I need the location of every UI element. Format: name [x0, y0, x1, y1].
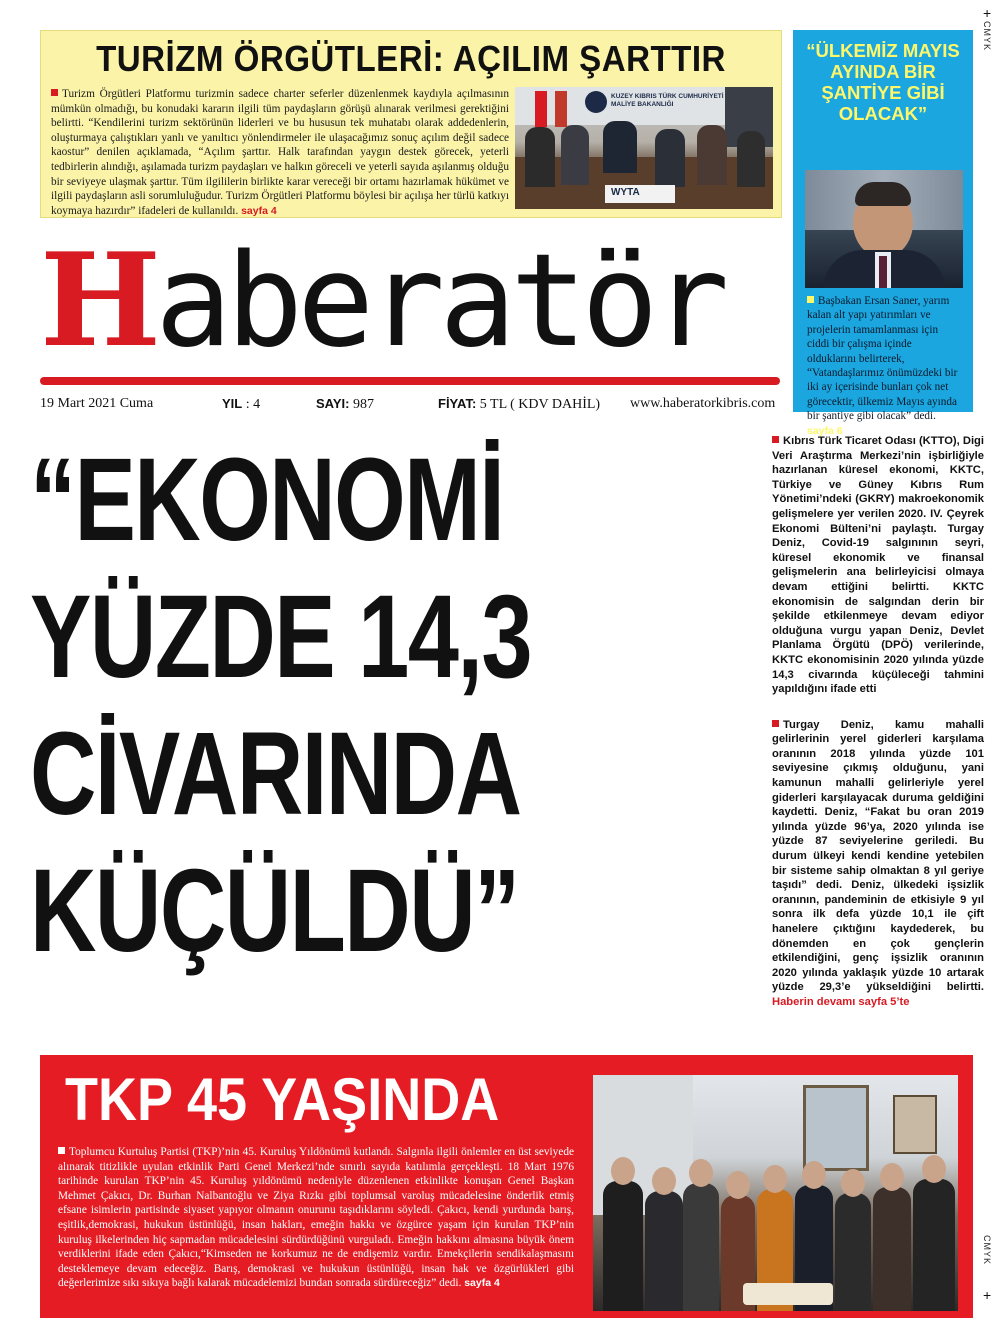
registration-cross-icon: +	[983, 1287, 992, 1303]
bullet-square-icon	[51, 89, 58, 96]
issue-number	[316, 396, 374, 413]
main-story-continued-ref[interactable]: Haberin devamı sayfa 5’te	[772, 995, 910, 1008]
newspaper-logo	[40, 226, 723, 377]
side-story-quote: “ÜLKEMİZ MAYIS AYINDA BİR ŞANTİYE GİBİ OLACAK”	[806, 40, 960, 124]
side-story-box	[793, 30, 973, 437]
price-value: 5 TL ( KDV DAHİL)	[479, 397, 601, 412]
main-headline-line-1: “EKONOMİ	[30, 434, 504, 566]
bottom-story-text: Toplumcu Kurtuluş Partisi (TKP)’nin 45. Kuruluş Yıldönümü kutlandı. Salgınla ilgili önlemler en üst seviyede alınarak titizlikle uyulan etkinlik Parti Genel Merkezi’nde sınırlı sayıda katılımla gerçekleşti. 18 Mart 1976 tarihinde kurulan TKP’nin 45. Kuruluş yıldönümü nedeniyle düzenlenen etkinlikte konuşan Genel Başkan Mehmet Çakıcı, Dr. Burhan Nalbantoğlu ve Ziya Rızkı gibi toplumsal varoluş mücadelesine önderlik etmiş efsane isimlerin partisinde siyaset yapıyor olmanın onurunu taşıdıklarını söyledi. Çakıcı, kendi yurdunda barış, eşitlik,demokrasi, hukukun üstünlüğü, insan hakları, emeğin hakkı ve özgürce yaşam için kurulan TKP’nin kuruluş ilkelerinden hiç sapmadan mücadelesini sürdürdüğünü vurguladı. Emeğin hakkını almasına büyük önem verdiklerini ifade eden Çakıcı,“Kimseden ne korkumuz ne de endişemiz vardır. Emekçilerin sendikalaşmasını desteklemeye devam edeceğiz. Barış, demokrasi ve hukukun üstünlüğü, insan hak ve özgürlükleri gibi değerlerimize sıkı sıkıya bağlı kalarak mücadelemizi bundan sonrada sürdüreceğiz” dedi.	[58, 1146, 574, 1290]
logo-first-letter: H	[40, 226, 155, 376]
top-story-body	[51, 87, 509, 218]
top-story-headline: TURİZM ÖRGÜTLERİ: AÇILIM ŞARTTIR	[96, 38, 726, 79]
bottom-story-headline: TKP 45 YAŞINDA	[65, 1066, 500, 1133]
top-story-page-ref[interactable]: sayfa 4	[241, 204, 277, 217]
prime-minister-photo	[805, 170, 963, 288]
bullet-square-icon	[58, 1147, 65, 1154]
main-story-column	[772, 434, 984, 1031]
year-label: YIL	[222, 396, 243, 411]
issue-label: SAYI:	[316, 396, 350, 411]
issue-date: 19 Mart 2021 Cuma	[40, 396, 154, 411]
main-headline-line-4: KÜÇÜLDÜ”	[30, 845, 519, 977]
issue-price	[438, 396, 600, 413]
main-story-paragraph-1: Kıbrıs Türk Ticaret Odası (KTTO), Digi Veri Araştırma Merkezi’nin işbirliğiyle hazırlanan küresel ekonomi, KKTC, Türkiye ve Güney Kıbrıs Rum Yönetimi’ndeki (GKRY) makroekonomik gelişmelere yer verilen 2020. IV. Çeyrek Ekonomi Bülteni’ni paylaştı. Turgay Deniz, Covid-19 salgınının seyri, küresel ekonomik ve finansal gelişmelerin ana belirleyicisi olmaya devam ettiğini belirtti. KKTC ekonomisin de salgından derin bir şekilde etkilenmeye devam ediyor olduğuna vurgu yapan Deniz, Devlet Planlama Örgütü (DPÖ) verilerinde, KKTC ekonomisinin 2020 yılında yüzde 14,3 civarında küçüleceği tahmini yapıldığını ifade etti	[772, 435, 984, 696]
bottom-story-page-ref[interactable]: sayfa 4	[464, 1277, 500, 1290]
top-story-text: Turizm Örgütleri Platformu turizmin sadece charter seferler düzenlenmek kaydıyla açılmasının mümkün olmadığı, bu konudaki kararın ilgili tüm paydaşların görüşü alınarak verilmesi gerektiğini belirtti. “Kendilerini turizm sektörünün liderleri ve bu hususun tek muhatabı olarak addedenlerin, oluşturmaya çalıştıkları yanlı ve yanıltıcı yönlendirmeler ile ulaşacağımız sonuç açılım değil sadece kaostur” denilen açıklamada, “Açılım şarttır. Halk tarafından yaygın destek görecek, yeterli tedbirlerin alındığı, aşılamada turizm paydaşları ve halkın göreceli ve yeterli sayıda aşılanmış olduğu bir seviyeye ulaşmak şarttır. Tüm ilgililerin birlikte karar vereceği bir ortamı hazırlamak hükümet ve ilgili paydaşların asli sorumluluğudur. Turizm Örgütleri Platformu böylesi bir açılışa her türlü katkıyı koymaya hazırdır” ifadeleri de kullanıldı.	[51, 88, 509, 217]
main-headline	[30, 432, 755, 980]
photo-wall-sign: KUZEY KIBRIS TÜRK CUMHURİYETİ MALİYE BAKANLIĞI	[611, 93, 724, 108]
top-story-box	[40, 30, 782, 218]
side-story-page-ref[interactable]: sayfa 6	[807, 424, 843, 437]
main-headline-line-3: CİVARINDA	[30, 708, 521, 840]
cmyk-mark-bottom	[978, 1235, 996, 1315]
cmyk-label-bottom: CMYK	[982, 1235, 992, 1266]
website-link[interactable]: www.haberatorkibris.com	[630, 396, 776, 411]
bullet-square-icon	[772, 436, 779, 443]
tkp-group-photo	[593, 1075, 958, 1311]
side-story-body	[807, 294, 963, 438]
masthead	[40, 226, 780, 386]
price-label: FİYAT:	[438, 396, 477, 411]
photo-desk-banner: WYTA	[611, 187, 640, 198]
cmyk-mark-top	[978, 5, 996, 65]
dateline	[40, 396, 780, 416]
main-story-paragraph-2: Turgay Deniz, kamu mahalli gelirlerinin yerel giderleri karşılama oranının 2018 yılında yüzde 101 seviyesine çıkmış olduğunu, yani kamunun mahalli gelirleriyle yerel giderleri karşılayacak duruma geldiğini kaydetti. Deniz, “Fakat bu oran 2019 yılında yüzde 96’ya, 2020 yılında ise yüzde 87 seviyelerine geriledi. Bu durum ülkeyi kendi kendine yetebilen bir sisteme sahip olmaktan 8 yıl geriye taşıdı” dedi. Deniz, ülkedeki işsizlik oranının, pandeminin de etkisiyle 9 yıl sonra ilk defa yüzde 10,1 ile çift hanelere çıktığını kaydederek, bu dönemden en çok gençlerin etkilendiğini, genç işsizlik oranının 2020 yılında yaklaşık yüzde 10 artarak yüzde 29,3’e yükseldiğini belirtti. Haberin devamı sayfa 5’te	[772, 718, 984, 1008]
year-value: : 4	[245, 397, 261, 412]
registration-cross-icon: +	[983, 5, 992, 21]
masthead-red-rule	[40, 377, 780, 385]
bullet-square-icon	[807, 296, 814, 303]
logo-rest: aberatör	[154, 227, 724, 376]
side-story-text: Başbakan Ersan Saner, yarım kalan alt yapı yatırımları ve projelerin tamamlanması için ciddi bir çalışma içinde olduklarını belirterek, “Vatandaşlarımız önümüzdeki bir iki ay içerisinde bunları çok net görecektir, ülkemiz Mayıs ayında bir şantiye gibi olacak” dedi.	[807, 295, 958, 423]
issue-value: 987	[352, 397, 374, 412]
issue-year	[222, 396, 260, 413]
main-headline-line-2: YÜZDE 14,3	[30, 571, 532, 703]
bottom-story-box	[40, 1055, 973, 1318]
bottom-story-body	[58, 1145, 574, 1291]
top-story-photo	[515, 87, 773, 209]
bullet-square-icon	[772, 720, 779, 727]
cmyk-label: CMYK	[982, 21, 992, 52]
